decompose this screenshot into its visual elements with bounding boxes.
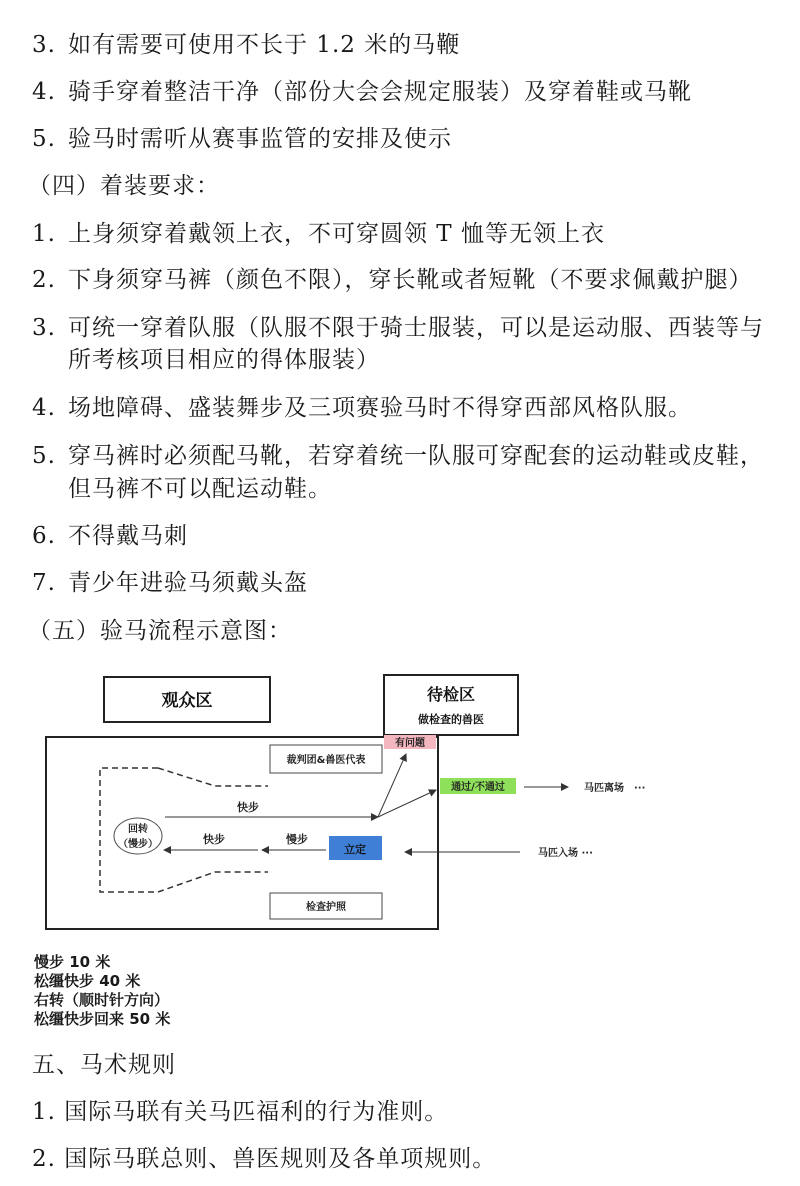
- line-text: 上身须穿着戴领上衣，不可穿圆领 T 恤等无领上衣: [68, 221, 605, 247]
- turn-walk-label: （慢步）: [118, 839, 158, 850]
- note-return: 松缰快步回来 50 米: [34, 1010, 171, 1028]
- line-number: 1.: [32, 221, 56, 247]
- rules-line-1: 1. 国际马联有关马匹福利的行为准则。: [32, 1099, 449, 1125]
- line-number: 3.: [32, 32, 56, 58]
- dress-line-3: [32, 313, 764, 343]
- audience-label: 观众区: [161, 691, 213, 711]
- inspection-flow-diagram: [0, 660, 800, 950]
- trot-back-label: 快步: [203, 833, 225, 846]
- dress-line-6: [32, 521, 188, 551]
- line-number: 5.: [32, 126, 56, 152]
- line-number: 7.: [32, 570, 56, 596]
- stand-label: 立定: [344, 843, 366, 856]
- line-text: 可统一穿着队服（队服不限于骑士服装，可以是运动服、西装等与: [68, 315, 764, 341]
- vet-check-label: 做检查的兽医: [418, 713, 484, 726]
- section-heading-dress: （四）着装要求：: [28, 173, 220, 199]
- section-heading-diagram: （五）验马流程示意图：: [28, 618, 292, 644]
- rule-line-3: [32, 30, 460, 60]
- passport-label: 检查护照: [306, 902, 346, 913]
- note-turn: 右转（顺时针方向）: [34, 991, 170, 1009]
- dress-line-4: [32, 393, 692, 423]
- waiting-box: [384, 675, 518, 735]
- line-text: 如有需要可使用不长于 1.2 米的马鞭: [68, 32, 461, 58]
- waiting-label: 待检区: [426, 685, 476, 704]
- dress-line-5-cont: 但马裤不可以配运动鞋。: [68, 476, 332, 502]
- walk-back-label: 慢步: [286, 833, 308, 846]
- line-text: 骑手穿着整洁干净（部份大会会规定服装）及穿着鞋或马靴: [68, 79, 692, 105]
- dress-line-2: [32, 265, 753, 295]
- leave-label: 马匹离场 ···: [584, 783, 646, 794]
- line-text: 穿马裤时必须配马靴，若穿着统一队服可穿配套的运动鞋或皮鞋，: [68, 443, 764, 469]
- line-number: 3.: [32, 315, 56, 341]
- enter-label: 马匹入场 ···: [538, 848, 593, 859]
- line-text: 下身须穿马裤（颜色不限），穿长靴或者短靴（不要求佩戴护腿）: [68, 267, 753, 293]
- turn-label: 回转: [128, 824, 148, 835]
- line-number: 2.: [32, 267, 56, 293]
- line-text: 青少年进验马须戴头盔: [68, 570, 308, 596]
- dress-line-3-cont: 所考核项目相应的得体服装）: [68, 347, 380, 373]
- dress-line-7: [32, 568, 308, 598]
- trot-out-label: 快步: [237, 801, 259, 814]
- problem-label: 有问题: [395, 738, 425, 749]
- rule-line-5: [32, 124, 452, 154]
- pass-fail-label: 通过/不通过: [451, 782, 505, 793]
- line-text: 不得戴马刺: [68, 523, 188, 549]
- rules-line-2: 2. 国际马联总则、兽医规则及各单项规则。: [32, 1146, 497, 1172]
- line-text: 验马时需听从赛事监管的安排及使示: [68, 126, 452, 152]
- section-heading-rules: 五、马术规则: [32, 1052, 176, 1078]
- rule-line-4: [32, 77, 692, 107]
- note-walk: 慢步 10 米: [34, 953, 111, 971]
- note-trot: 松缰快步 40 米: [34, 972, 141, 990]
- line-number: 4.: [32, 79, 56, 105]
- dress-line-1: [32, 219, 605, 249]
- line-number: 6.: [32, 523, 56, 549]
- line-text: 场地障碍、盛装舞步及三项赛验马时不得穿西部风格队服。: [68, 395, 692, 421]
- dress-line-5: [32, 441, 764, 471]
- line-number: 4.: [32, 395, 56, 421]
- judges-label: 裁判团&兽医代表: [286, 755, 366, 766]
- line-number: 5.: [32, 443, 56, 469]
